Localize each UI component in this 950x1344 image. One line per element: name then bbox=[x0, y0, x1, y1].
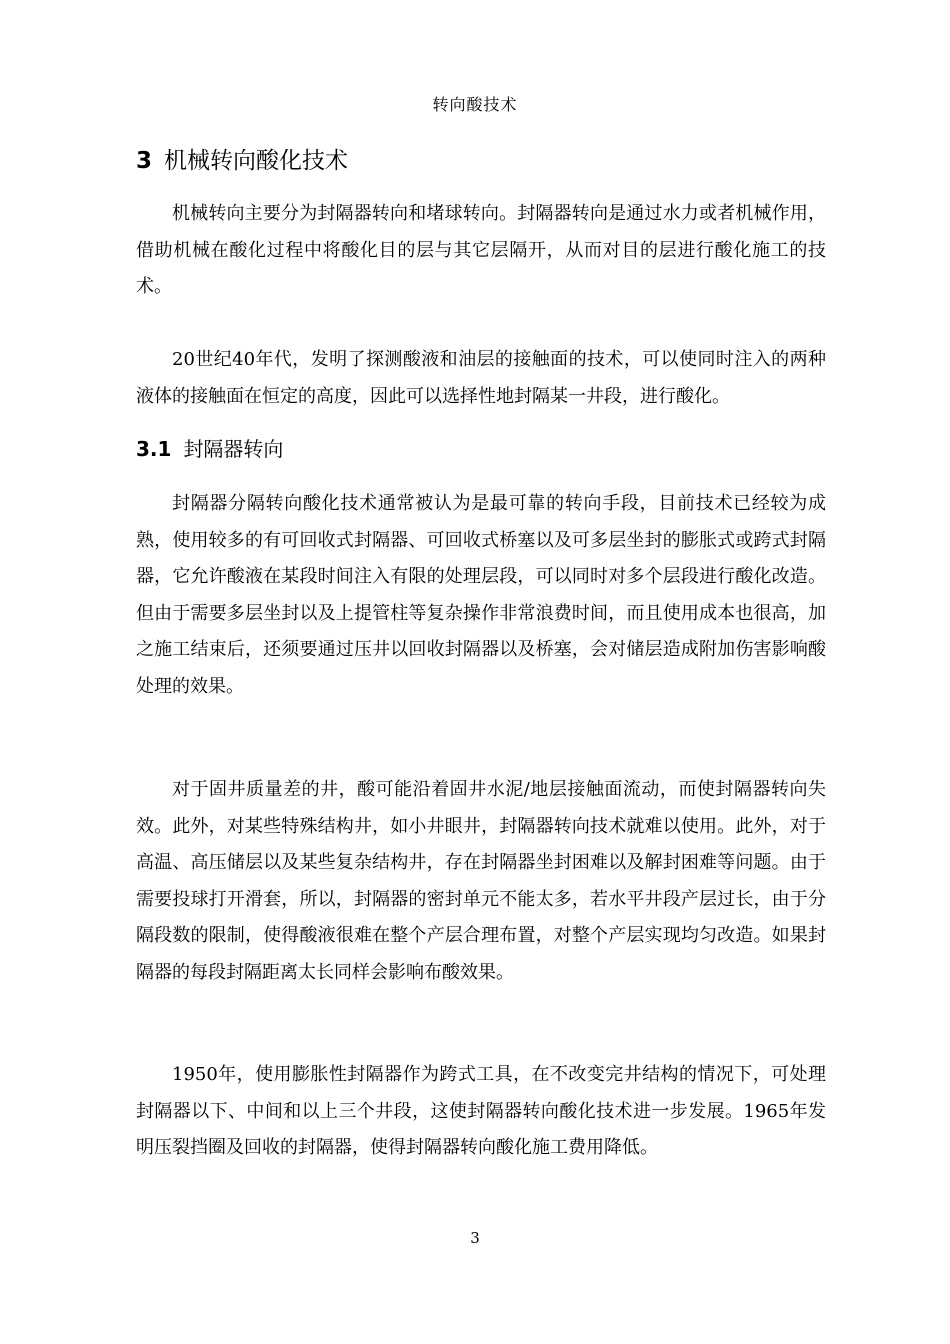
subsection-title: 封隔器转向 bbox=[183, 437, 284, 461]
section-number: 3 bbox=[136, 148, 153, 174]
paragraph: 机械转向主要分为封隔器转向和堵球转向。封隔器转向是通过水力或者机械作用，借助机械在酸化过程中将酸化目的层与其它层隔开，从而对目的层进行酸化施工的技术。 bbox=[136, 203, 826, 297]
paragraph: 对于固井质量差的井，酸可能沿着固井水泥/地层接触面流动，而使封隔器转向失效。此外，对某些特殊结构井，如小井眼井，封隔器转向技术就难以使用。此外，对于高温、高压储层以及某些复杂结构井，存在封隔器坐封困难以及解封困难等问题。由于需要投球打开滑套，所以，封隔器的密封单元不能太多，若水平井段产层过长，由于分隔段数的限制，使得酸液很难在整个产层合理布置，对整个产层实现均匀改造。如果封隔器的每段封隔距离太长同样会影响布酸效果。 bbox=[136, 779, 826, 983]
running-header: 转向酸技术 bbox=[432, 95, 518, 114]
section-title: 机械转向酸化技术 bbox=[164, 148, 349, 174]
section-heading bbox=[136, 145, 348, 177]
subsection-number: 3.1 bbox=[136, 437, 172, 461]
paragraph: 1950年，使用膨胀性封隔器作为跨式工具，在不改变完井结构的情况下，可处理封隔器以下、中间和以上三个井段，这使封隔器转向酸化技术进一步发展。1965年发明压裂挡圈及回收的封隔器，使得封隔器转向酸化施工费用降低。 bbox=[136, 1064, 826, 1158]
paragraph: 20世纪40年代，发明了探测酸液和油层的接触面的技术，可以使同时注入的两种液体的接触面在恒定的高度，因此可以选择性地封隔某一井段，进行酸化。 bbox=[136, 349, 826, 407]
paragraph: 封隔器分隔转向酸化技术通常被认为是最可靠的转向手段，目前技术已经较为成熟，使用较多的有可回收式封隔器、可回收式桥塞以及可多层坐封的膨胀式或跨式封隔器，它允许酸液在某段时间注入有限的处理层段，可以同时对多个层段进行酸化改造。但由于需要多层坐封以及上提管柱等复杂操作非常浪费时间，而且使用成本也很高，加之施工结束后，还须要通过压井以回收封隔器以及桥塞，会对储层造成附加伤害影响酸处理的效果。 bbox=[136, 493, 826, 697]
page-number: 3 bbox=[470, 1229, 480, 1247]
subsection-heading bbox=[136, 434, 283, 464]
